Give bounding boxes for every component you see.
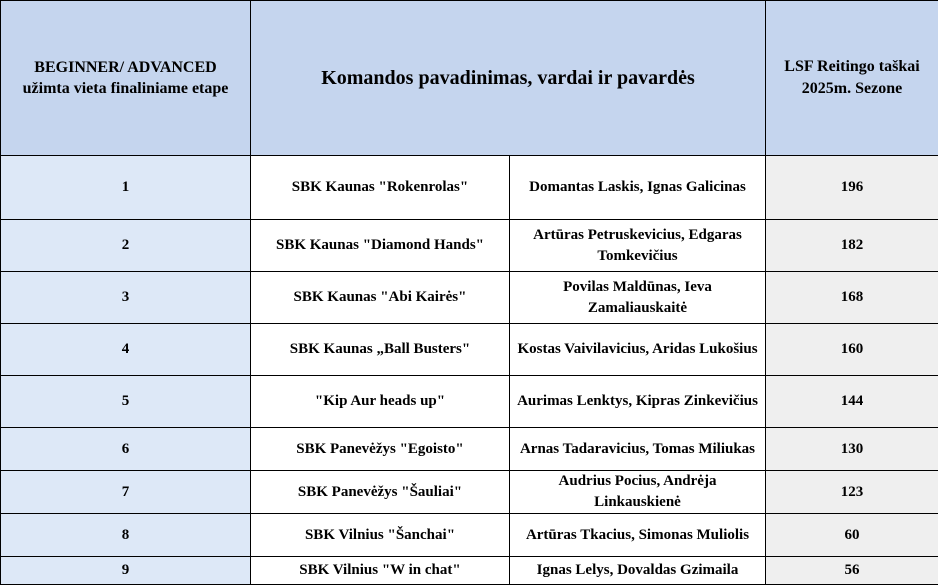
place-cell: 4 bbox=[1, 324, 251, 376]
header-row bbox=[1, 1, 938, 156]
table-row bbox=[1, 376, 938, 428]
table-row bbox=[1, 514, 938, 557]
points-cell: 160 bbox=[766, 324, 938, 376]
table-row bbox=[1, 272, 938, 324]
table-row bbox=[1, 428, 938, 471]
team-cell: SBK Kaunas „Ball Busters" bbox=[251, 324, 510, 376]
points-cell: 168 bbox=[766, 272, 938, 324]
header-team: Komandos pavadinimas, vardai ir pavardės bbox=[251, 1, 766, 156]
header-place-line1: BEGINNER/ ADVANCED bbox=[34, 59, 217, 76]
team-cell: "Kip Aur heads up" bbox=[251, 376, 510, 428]
header-place bbox=[1, 1, 251, 156]
players-cell: Ignas Lelys, Dovaldas Gzimaila bbox=[510, 557, 766, 585]
points-cell: 123 bbox=[766, 471, 938, 514]
place-cell: 2 bbox=[1, 220, 251, 272]
players-cell: Artūras Petruskevicius, Edgaras Tomkevičius bbox=[510, 220, 766, 272]
points-cell: 60 bbox=[766, 514, 938, 557]
header-place-line2: užimta vieta finaliniame etape bbox=[22, 80, 229, 97]
points-cell: 56 bbox=[766, 557, 938, 585]
points-cell: 182 bbox=[766, 220, 938, 272]
place-cell: 6 bbox=[1, 428, 251, 471]
place-cell: 1 bbox=[1, 156, 251, 220]
table-row bbox=[1, 557, 938, 585]
place-cell: 5 bbox=[1, 376, 251, 428]
place-cell: 8 bbox=[1, 514, 251, 557]
team-cell: SBK Panevėžys "Egoisto" bbox=[251, 428, 510, 471]
players-cell: Audrius Pocius, Andrėja Linkauskienė bbox=[510, 471, 766, 514]
table-row bbox=[1, 324, 938, 376]
place-cell: 3 bbox=[1, 272, 251, 324]
players-cell: Kostas Vaivilavicius, Aridas Lukošius bbox=[510, 324, 766, 376]
team-cell: SBK Vilnius "Šanchai" bbox=[251, 514, 510, 557]
players-cell: Arnas Tadaravicius, Tomas Miliukas bbox=[510, 428, 766, 471]
points-cell: 196 bbox=[766, 156, 938, 220]
points-cell: 130 bbox=[766, 428, 938, 471]
players-cell: Domantas Laskis, Ignas Galicinas bbox=[510, 156, 766, 220]
team-cell: SBK Panevėžys "Šauliai" bbox=[251, 471, 510, 514]
table-row bbox=[1, 156, 938, 220]
players-cell: Artūras Tkacius, Simonas Muliolis bbox=[510, 514, 766, 557]
team-cell: SBK Kaunas "Rokenrolas" bbox=[251, 156, 510, 220]
place-cell: 9 bbox=[1, 557, 251, 585]
players-cell: Aurimas Lenktys, Kipras Zinkevičius bbox=[510, 376, 766, 428]
table-row bbox=[1, 220, 938, 272]
team-cell: SBK Vilnius "W in chat" bbox=[251, 557, 510, 585]
place-cell: 7 bbox=[1, 471, 251, 514]
header-points-line1: LSF Reitingo taškai bbox=[784, 58, 920, 75]
team-cell: SBK Kaunas "Diamond Hands" bbox=[251, 220, 510, 272]
points-cell: 144 bbox=[766, 376, 938, 428]
team-cell: SBK Kaunas "Abi Kairės" bbox=[251, 272, 510, 324]
table-row bbox=[1, 471, 938, 514]
header-points bbox=[766, 1, 938, 156]
header-points-line2: 2025m. Sezone bbox=[801, 80, 903, 97]
players-cell: Povilas Maldūnas, Ieva Zamaliauskaitė bbox=[510, 272, 766, 324]
